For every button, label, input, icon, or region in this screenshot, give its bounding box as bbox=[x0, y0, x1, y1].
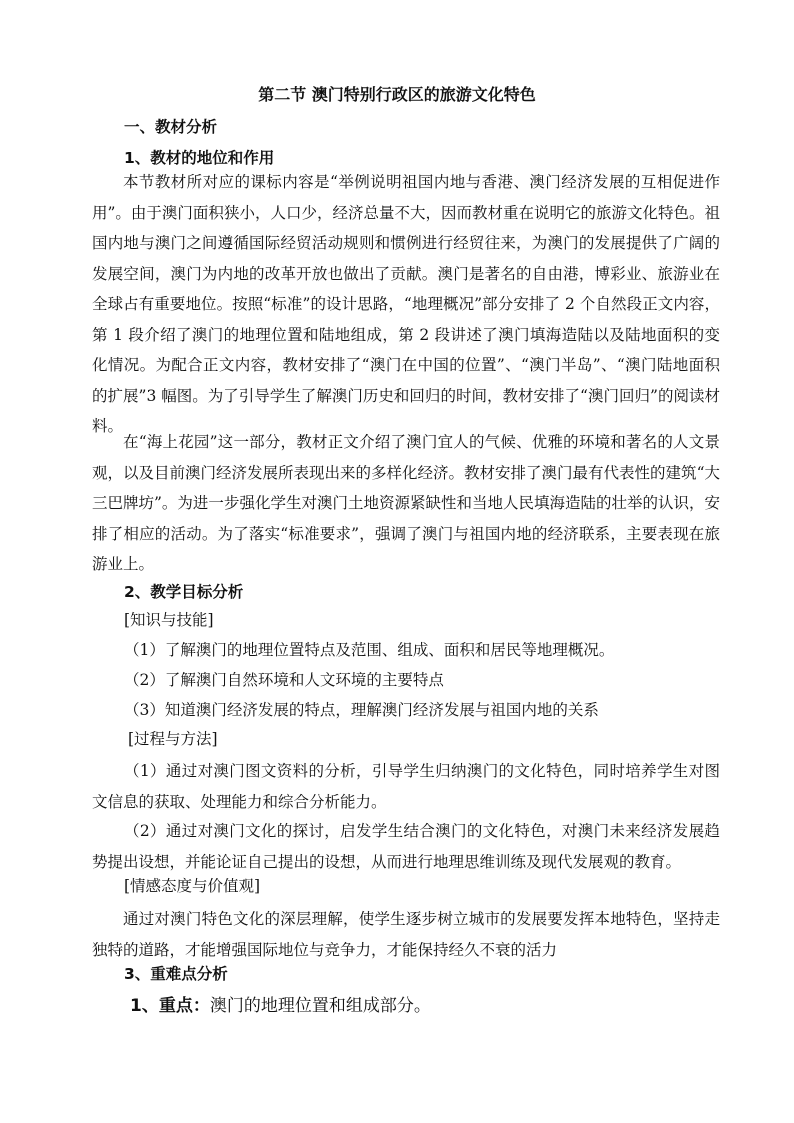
label-process-methods: [过程与方法] bbox=[128, 730, 218, 748]
label-attitude-values: [情感态度与价值观] bbox=[124, 877, 261, 895]
key-point-text: 澳门的地理位置和组成部分。 bbox=[209, 996, 431, 1016]
paragraph-curriculum-overview: 本节教材所对应的课标内容是“举例说明祖国内地与香港、澳门经济发展的互相促进作用”。由于澳门面积狭小，人口少，经济总量不大，因而教材重在说明它的旅游文化特色。祖国内地与澳门之间遵循国际经贸活动规则和惯例进行经贸往来，为澳门的发展提供了广阔的发展空间，澳门为内地的改革开放也做出了贡献。澳门是著名的自由港，博彩业、旅游业在全球占有重要地位。按照“标准”的设计思路，“地理概况”部分安排了 2 个自然段正文内容，第 1 段介绍了澳门的地理位置和陆地组成，第 2 段讲述了澳门填海造陆以及陆地面积的变化情况。为配合正文内容，教材安排了“澳门在中国的位置”、“澳门半岛”、“澳门陆地面积的扩展”3 幅图。为了引导学生了解澳门历史和回归的时间，教材安排了“澳门回归”的阅读材料。 bbox=[92, 173, 720, 435]
subheading-key-difficult-points: 3、重难点分析 bbox=[124, 965, 228, 983]
subheading-position-and-role: 1、教材的地位和作用 bbox=[124, 149, 275, 167]
key-point-prefix: 1、重点： bbox=[130, 996, 210, 1016]
objective-knowledge-3: （3）知道澳门经济发展的特点，理解澳门经济发展与祖国内地的关系 bbox=[124, 701, 599, 719]
objective-knowledge-1: （1）了解澳门的地理位置特点及范围、组成、面积和居民等地理概况。 bbox=[124, 641, 615, 659]
objective-knowledge-2: （2）了解澳门自然环境和人文环境的主要特点 bbox=[124, 671, 444, 689]
objective-process-2: （2）通过对澳门文化的探讨，启发学生结合澳门的文化特色，对澳门未来经济发展趋势提出设想，并能论证自己提出的设想，从而进行地理思维训练及现代发展观的教育。 bbox=[92, 822, 720, 871]
paragraph-sea-garden: 在“海上花园”这一部分，教材正文介绍了澳门宜人的气候、优雅的环境和著名的人文景观，以及目前澳门经济发展所表现出来的多样化经济。教材安排了澳门最有代表性的建筑“大三巴牌坊”。为进一步强化学生对澳门土地资源紧缺性和当地人民填海造陆的壮举的认识，安排了相应的活动。为了落实“标准要求”，强调了澳门与祖国内地的经济联系，主要表现在旅游业上。 bbox=[92, 433, 720, 573]
section-heading-textbook-analysis: 一、教材分析 bbox=[124, 118, 218, 136]
subheading-teaching-objectives: 2、教学目标分析 bbox=[124, 583, 244, 601]
objective-attitude-text: 通过对澳门特色文化的深层理解，使学生逐步树立城市的发展要发挥本地特色，坚持走独特的道路，才能增强国际地位与竞争力，才能保持经久不衰的活力 bbox=[92, 910, 720, 959]
label-knowledge-skills: [知识与技能] bbox=[124, 611, 214, 629]
document-title: 第二节 澳门特别行政区的旅游文化特色 bbox=[258, 85, 536, 104]
objective-process-1: （1）通过对澳门图文资料的分析，引导学生归纳澳门的文化特色，同时培养学生对图文信息的获取、处理能力和综合分析能力。 bbox=[92, 762, 720, 811]
key-point-line bbox=[130, 995, 431, 1017]
